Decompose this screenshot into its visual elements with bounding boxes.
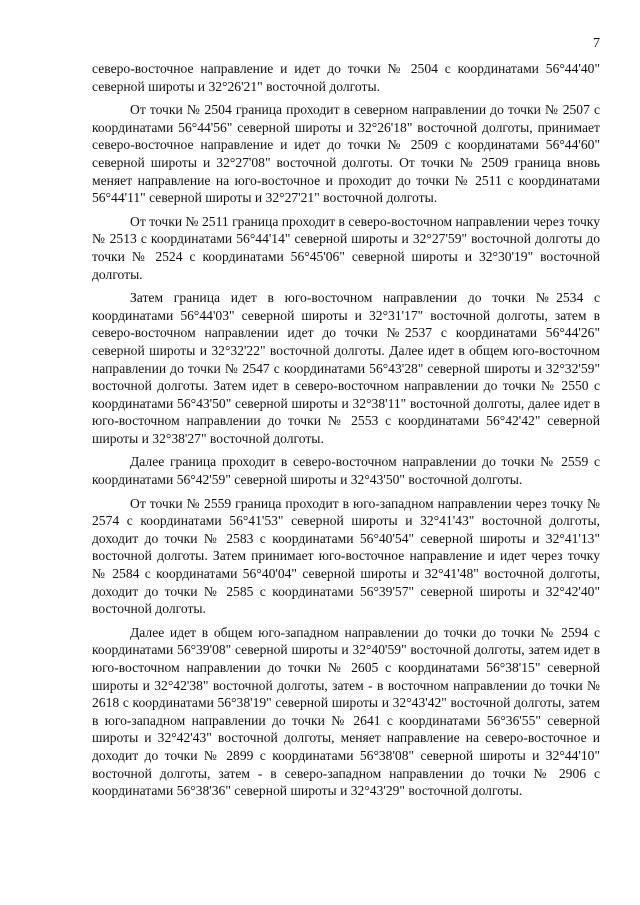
paragraph-7: Далее идет в общем юго-западном направлении до точки до точки № 2594 с координатами 56°39'08" северной широты и 32°40'59" восточной долготы, затем идет в юго-восточном направлении до точки № 2605 с координатами 56°38'15" северной широты и 32°42'38" восточной долготы, затем - в восточном направлении до точки № 2618 с координатами 56°38'19" северной широты и 32°43'42" восточной долготы, затем в юго-западном направлении до точки № 2641 с координатами 56°36'55" северной широты и 32°42'43" восточной долготы, меняет направление на северо-восточное и доходит до точки № 2899 с координатами 56°38'08" северной широты и 32°44'10" восточной долготы, затем - в северо-западном направлении до точки № 2906 с координатами 56°38'36" северной широты и 32°43'29" восточной долготы.	[92, 624, 600, 799]
paragraph-3: От точки № 2511 граница проходит в северо-восточном направлении через точку № 2513 с координатами 56°44'14" северной широты и 32°27'59" восточной долготы до точки № 2524 с координатами 56°45'06" северной широты и 32°30'19" восточной долготы.	[92, 213, 600, 282]
page-number: 7	[593, 36, 600, 51]
paragraph-2: От точки № 2504 граница проходит в северном направлении до точки № 2507 с координатами 56°44'56" северной широты и 32°26'18" восточной долготы, принимает северо-восточное направление и идет до точки № 2509 с координатами 56°44'60" северной широты и 32°27'08" восточной долготы. От точки № 2509 граница вновь меняет направление на юго-восточное и проходит до точки № 2511 с координатами 56°44'11" северной широты и 32°27'21" восточной долготы.	[92, 102, 600, 206]
document-body	[92, 60, 600, 806]
paragraph-6: От точки № 2559 граница проходит в юго-западном направлении через точку № 2574 с координатами 56°41'53" северной широты и 32°41'43" восточной долготы, доходит до точки № 2583 с координатами 56°40'54" северной широты и 32°41'13" восточной долготы. Затем принимает юго-восточное направление и идет через точку № 2584 с координатами 56°40'04" северной широты и 32°41'48" восточной долготы, доходит до точки № 2585 с координатами 56°39'57" северной широты и 32°42'40" восточной долготы.	[92, 495, 600, 617]
paragraph-1: северо-восточное направление и идет до точки № 2504 с координатами 56°44'40" северной широты и 32°26'21" восточной долготы.	[92, 61, 600, 94]
paragraph-4: Затем граница идет в юго-восточном направлении до точки №2534 с координатами 56°44'03" северной широты и 32°31'17" восточной долготы, затем в северо-восточном направлении идет до точки №2537 с координатами 56°44'26" северной широты и 32°32'22" восточной долготы. Далее идет в общем юго-восточном направлении до точки № 2547 с координатами 56°43'28" северной широты и 32°32'59" восточной долготы. Затем идет в северо-восточном направлении до точки № 2550 с координатами 56°43'50" северной широты и 32°38'11" восточной долготы, далее идет в юго-восточном направлении до точки № 2553 с координатами 56°42'42" северной широты и 32°38'27" восточной долготы.	[92, 290, 600, 446]
paragraph-5: Далее граница проходит в северо-восточном направлении до точки № 2559 с координатами 56°42'59" северной широты и 32°43'50" восточной долготы.	[92, 454, 600, 488]
